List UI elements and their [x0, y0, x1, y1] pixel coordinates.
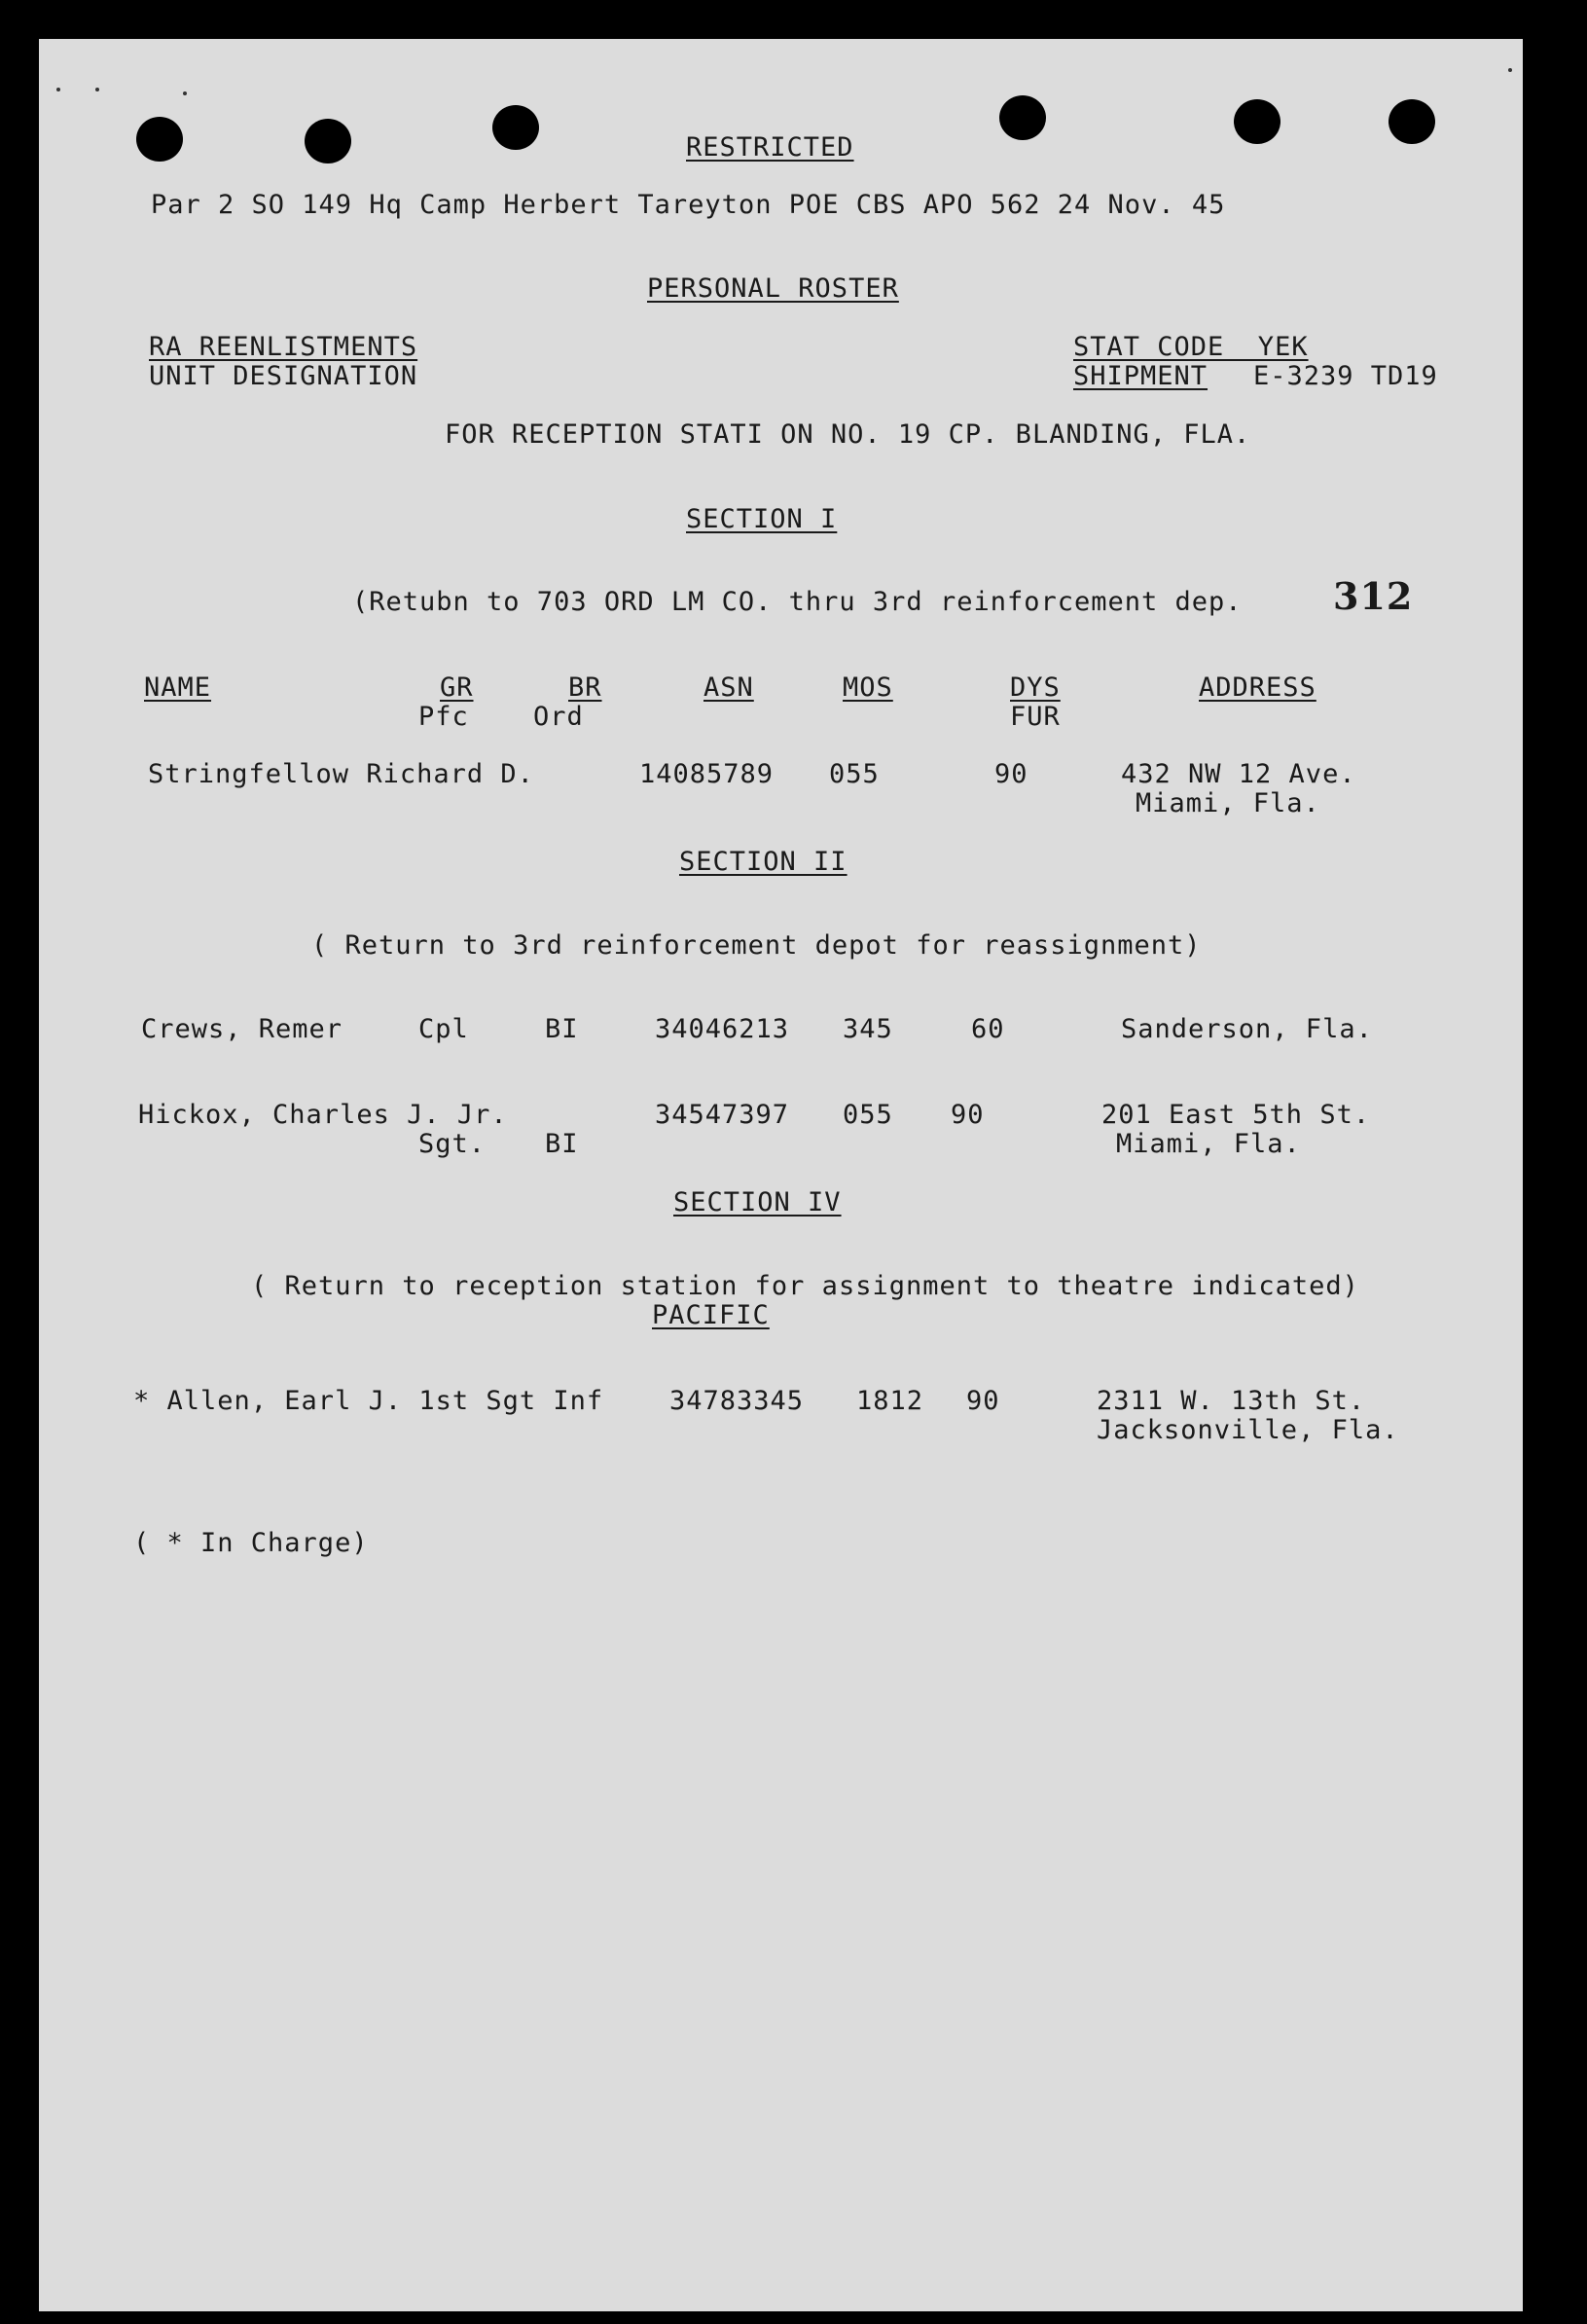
table-row-branch: BI — [545, 1014, 579, 1044]
restricted-label: RESTRICTED — [686, 132, 854, 163]
table-row-mos: 1812 — [856, 1386, 924, 1416]
table-row-grade: Cpl — [418, 1014, 469, 1044]
reception-line: FOR RECEPTION STATI ON NO. 19 CP. BLANDING, FLA. — [445, 419, 1251, 450]
table-row-address: 2311 W. 13th St. — [1097, 1386, 1366, 1416]
table-row-grade: Sgt. — [418, 1129, 487, 1159]
footnote: ( * In Charge) — [133, 1528, 369, 1558]
section-1-handwritten-number: 312 — [1333, 574, 1414, 618]
table-row-dys: 90 — [951, 1100, 985, 1130]
table-row-name: Hickox, Charles J. Jr. — [138, 1100, 508, 1130]
section-4-title: SECTION IV — [673, 1187, 842, 1217]
table-row-dys: 90 — [966, 1386, 1000, 1416]
shipment-number: E-3239 TD19 — [1253, 361, 1438, 391]
col-fur: FUR — [1010, 702, 1061, 732]
table-row-name: Crews, Remer — [141, 1014, 343, 1044]
table-row-name: Stringfellow Richard D. — [148, 759, 534, 789]
table-row-address-city: Miami, Fla. — [1136, 788, 1320, 818]
table-row-address: 201 East 5th St. — [1101, 1100, 1371, 1130]
table-row-dys: 60 — [971, 1014, 1005, 1044]
table-row-asn: 34783345 — [669, 1386, 805, 1416]
punch-hole — [305, 119, 351, 163]
theatre-label: PACIFIC — [652, 1300, 770, 1330]
col-br-value: Ord — [533, 702, 584, 732]
table-row-asn: 14085789 — [639, 759, 775, 789]
paper-speck — [183, 91, 187, 95]
paper-speck — [1508, 68, 1512, 72]
col-br: BR — [568, 672, 602, 703]
unit-designation-label: UNIT DESIGNATION — [149, 361, 418, 391]
col-mos: MOS — [843, 672, 893, 703]
section-1-note: (Retubn to 703 ORD LM CO. thru 3rd reinforcement dep. — [352, 587, 1243, 617]
table-row-address-city: Jacksonville, Fla. — [1097, 1415, 1399, 1445]
section-2-note: ( Return to 3rd reinforcement depot for reassignment) — [311, 930, 1202, 961]
punch-hole — [999, 95, 1046, 140]
paper-speck — [95, 88, 99, 91]
paper-speck — [56, 88, 60, 91]
table-row-dys: 90 — [994, 759, 1028, 789]
col-gr: GR — [440, 672, 474, 703]
table-row-branch: BI — [545, 1129, 579, 1159]
table-row-address-city: Miami, Fla. — [1116, 1129, 1301, 1159]
stat-code: STAT CODE YEK — [1073, 332, 1309, 362]
table-row-address: 432 NW 12 Ave. — [1121, 759, 1356, 789]
shipment-label: SHIPMENT — [1073, 361, 1208, 391]
table-row-mos: 055 — [829, 759, 880, 789]
table-row-name: * Allen, Earl J. 1st Sgt Inf — [133, 1386, 604, 1416]
punch-hole — [1234, 99, 1280, 144]
document-page — [39, 39, 1523, 2311]
section-4-note: ( Return to reception station for assignment to theatre indicated) — [251, 1271, 1359, 1301]
col-asn: ASN — [703, 672, 754, 703]
punch-hole — [492, 105, 539, 150]
table-row-mos: 345 — [843, 1014, 893, 1044]
order-line: Par 2 SO 149 Hq Camp Herbert Tareyton POE CBS APO 562 24 Nov. 45 — [151, 190, 1226, 220]
table-row-asn: 34547397 — [655, 1100, 790, 1130]
section-2-title: SECTION II — [679, 847, 848, 877]
col-name: NAME — [144, 672, 212, 703]
col-dys: DYS — [1010, 672, 1061, 703]
section-1-title: SECTION I — [686, 504, 838, 534]
table-row-asn: 34046213 — [655, 1014, 790, 1044]
punch-hole — [136, 117, 183, 162]
reenlistment-label: RA REENLISTMENTS — [149, 332, 418, 362]
table-row-mos: 055 — [843, 1100, 893, 1130]
punch-hole — [1389, 99, 1435, 144]
col-gr-value: Pfc — [418, 702, 469, 732]
table-row-address: Sanderson, Fla. — [1121, 1014, 1373, 1044]
document-title: PERSONAL ROSTER — [647, 273, 899, 304]
col-address: ADDRESS — [1199, 672, 1316, 703]
